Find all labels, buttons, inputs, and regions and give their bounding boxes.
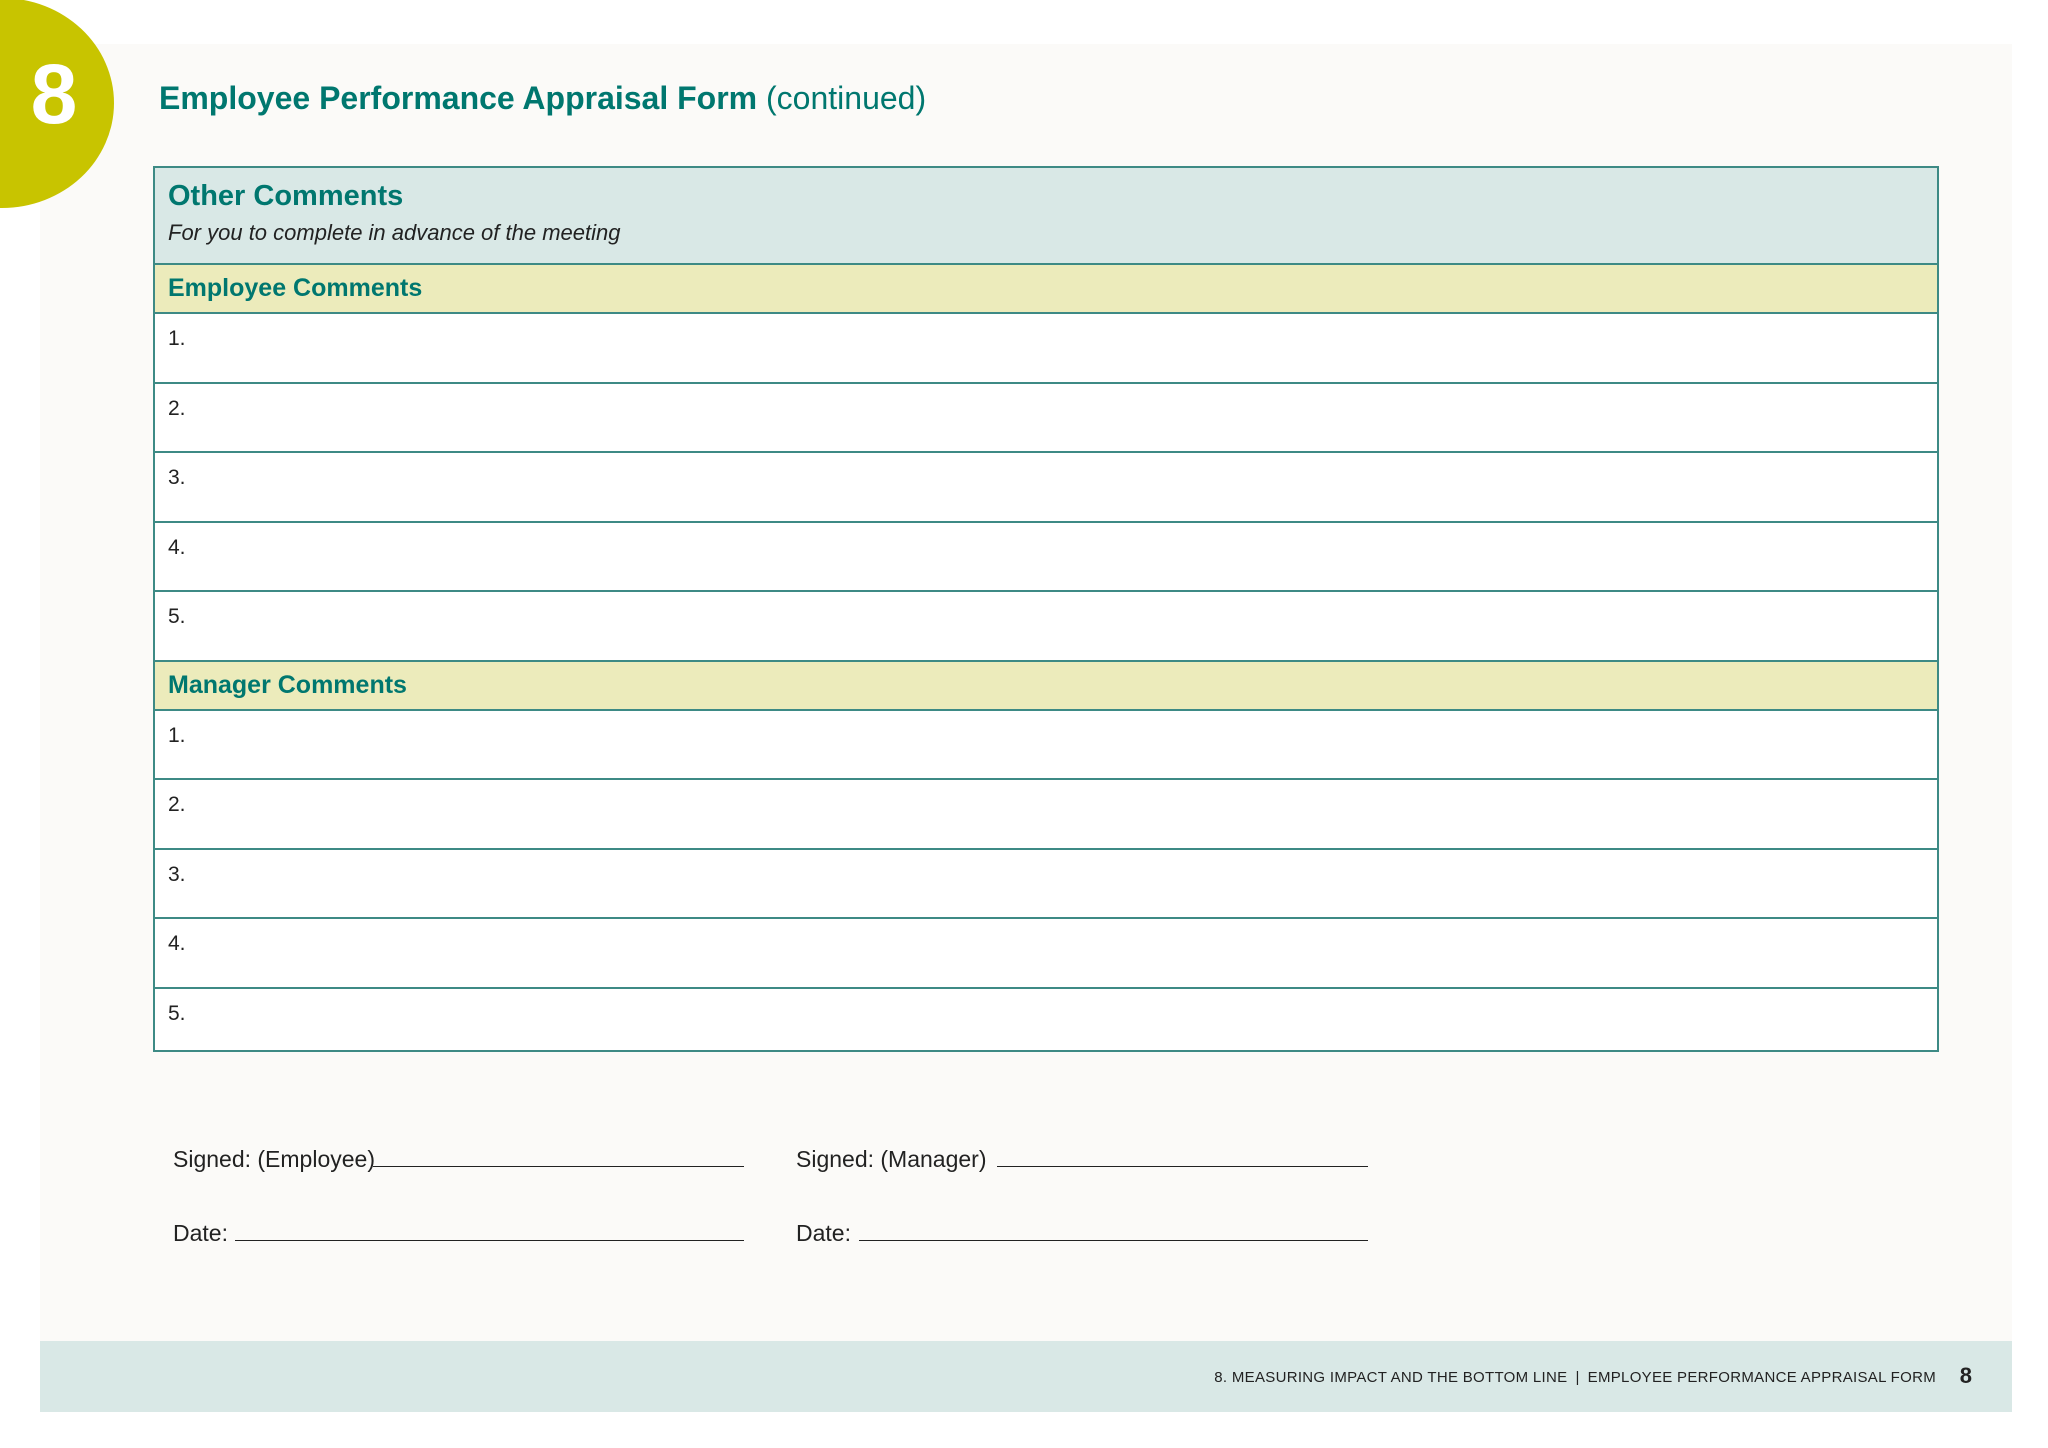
row-number: 1.: [168, 327, 186, 350]
page-title: [159, 80, 926, 117]
section-header: [155, 168, 1937, 265]
section-subtitle: For you to complete in advance of the meeting: [168, 219, 621, 245]
employee-date-line[interactable]: [235, 1240, 744, 1241]
employee-comment-field-1[interactable]: [155, 314, 1937, 384]
employee-signature-line[interactable]: [373, 1166, 744, 1167]
row-number: 3.: [168, 862, 186, 886]
footer-caption: [1214, 1369, 1936, 1386]
row-number: 3.: [168, 466, 186, 489]
manager-comment-field-1[interactable]: [155, 711, 1937, 781]
employee-comment-field-4[interactable]: [155, 523, 1937, 593]
row-number: 1.: [168, 723, 186, 747]
manager-date-label: Date:: [796, 1220, 851, 1246]
manager-date-line[interactable]: [859, 1240, 1368, 1241]
manager-comment-field-2[interactable]: [155, 780, 1937, 850]
manager-comments-heading: Manager Comments: [155, 662, 1937, 711]
chapter-number: 8: [30, 47, 78, 141]
row-number: 2.: [168, 793, 186, 816]
employee-comment-field-2[interactable]: [155, 384, 1937, 454]
manager-signature-line[interactable]: [997, 1166, 1368, 1167]
manager-comment-field-5[interactable]: [155, 989, 1937, 1059]
employee-comment-field-3[interactable]: [155, 453, 1937, 523]
employee-signature-label: Signed: (Employee): [173, 1146, 375, 1172]
page-title-main: Employee Performance Appraisal Form: [159, 80, 758, 116]
row-number: 2.: [168, 396, 186, 420]
page-title-suffix: (continued): [766, 80, 927, 116]
footer-chapter: 8. MEASURING IMPACT AND THE BOTTOM LINE: [1214, 1369, 1568, 1386]
row-number: 4.: [168, 535, 186, 559]
row-number: 5.: [168, 1001, 186, 1025]
section-title: Other Comments: [168, 180, 404, 212]
manager-comment-field-3[interactable]: [155, 850, 1937, 920]
employee-comments-heading: Employee Comments: [155, 265, 1937, 314]
manager-signature-label: Signed: (Manager): [796, 1146, 987, 1172]
row-number: 4.: [168, 932, 186, 955]
employee-comment-field-5[interactable]: [155, 592, 1937, 662]
page-number: 8: [1959, 1363, 1972, 1388]
comments-form: [153, 166, 1939, 1052]
row-number: 5.: [168, 605, 186, 628]
footer-separator: |: [1575, 1369, 1580, 1386]
footer-document: EMPLOYEE PERFORMANCE APPRAISAL FORM: [1587, 1369, 1936, 1386]
manager-comment-field-4[interactable]: [155, 919, 1937, 989]
employee-date-label: Date:: [173, 1220, 228, 1246]
page-footer: [40, 1341, 2012, 1412]
